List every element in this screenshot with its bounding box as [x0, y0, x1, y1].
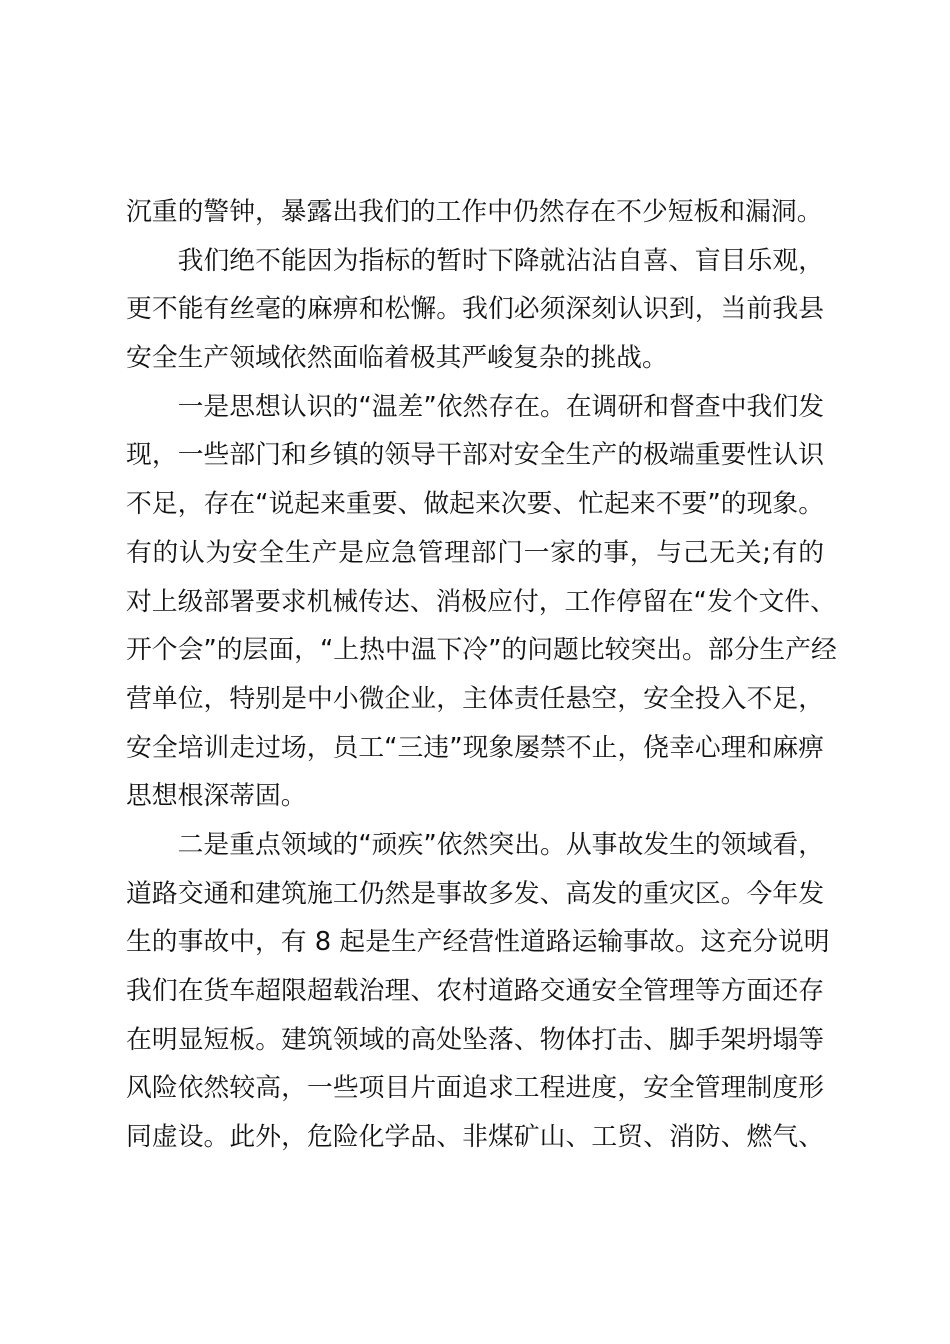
- text-line: 风险依然较高，一些项目片面追求工程进度，安全管理制度形: [126, 1073, 824, 1104]
- text-line: 对上级部署要求机械传达、消极应付，工作停留在“发个文件、: [126, 586, 836, 617]
- text-line: 生的事故中，有 8 起是生产经营性道路运输事故。这充分说明: [126, 927, 830, 958]
- text-line: 有的认为安全生产是应急管理部门一家的事，与己无关;有的: [126, 537, 824, 568]
- text-line: 思想根深蒂固。: [126, 781, 307, 812]
- text-line: 一是思想认识的“温差”依然存在。在调研和督查中我们发: [177, 391, 824, 422]
- text-line: 我们在货车超限超载治理、农村道路交通安全管理等方面还存: [126, 976, 824, 1006]
- text-line: 我们绝不能因为指标的暂时下降就沾沾自喜、盲目乐观，: [177, 245, 824, 276]
- text-line: 同虚设。此外，危险化学品、非煤矿山、工贸、消防、燃气、: [126, 1122, 824, 1153]
- text-line: 营单位，特别是中小微企业，主体责任悬空，安全投入不足，: [126, 683, 824, 714]
- paragraph: [126, 188, 824, 237]
- text-line: 二是重点领域的“顽疾”依然突出。从事故发生的领域看，: [177, 829, 824, 860]
- text-line: 现，一些部门和乡镇的领导干部对安全生产的极端重要性认识: [126, 440, 824, 471]
- text-line: 更不能有丝毫的麻痹和松懈。我们必须深刻认识到，当前我县: [126, 294, 824, 325]
- text-line: 安全培训走过场，员工“三违”现象屡禁不止，侥幸心理和麻痹: [126, 732, 824, 763]
- paragraph: [126, 237, 824, 383]
- paragraph: [126, 383, 837, 821]
- text-line: 沉重的警钟，暴露出我们的工作中仍然存在不少短板和漏洞。: [126, 197, 823, 227]
- text-line: 不足，存在“说起来重要、做起来次要、忙起来不要”的现象。: [126, 489, 824, 520]
- document-body: [126, 188, 837, 1162]
- paragraph: [126, 821, 830, 1162]
- text-line: 安全生产领域依然面临着极其严峻复杂的挑战。: [126, 343, 668, 374]
- text-line: 道路交通和建筑施工仍然是事故多发、高发的重灾区。今年发: [126, 878, 824, 909]
- text-line: 在明显短板。建筑领域的高处坠落、物体打击、脚手架坍塌等: [126, 1024, 824, 1055]
- text-line: 开个会”的层面，“上热中温下冷”的问题比较突出。部分生产经: [126, 635, 837, 666]
